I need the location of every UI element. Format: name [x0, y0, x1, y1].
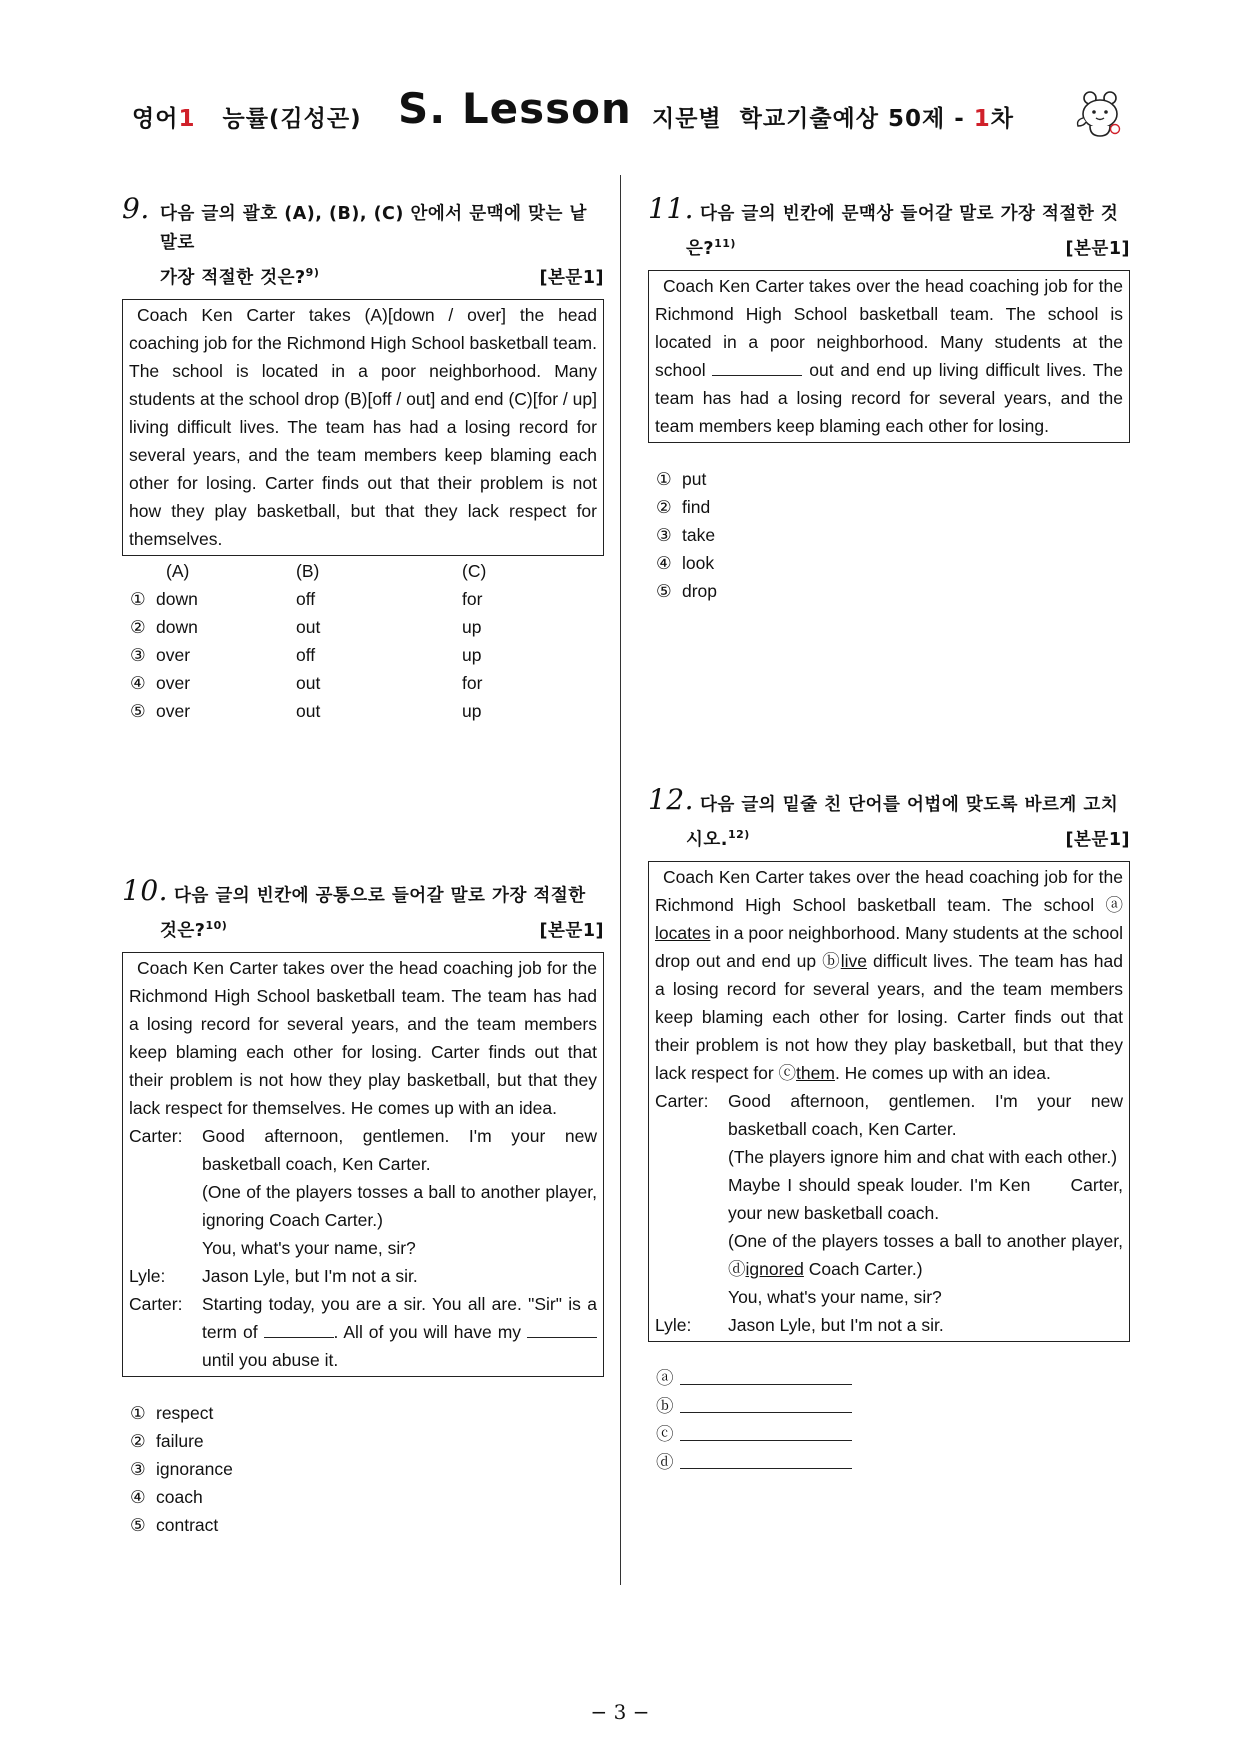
answer-choice[interactable]: ① respect	[130, 1402, 214, 1423]
prompt-line-2: 은?	[686, 238, 715, 259]
speaker: Lyle:	[129, 1265, 166, 1286]
answer-options	[648, 465, 1130, 605]
source-tag: [본문1]	[539, 267, 604, 288]
answer-choice[interactable]: ① put	[656, 468, 707, 489]
prompt-line-1: 다음 글의 괄호 (A), (B), (C) 안에서 문맥에 맞는 낱말로	[160, 204, 587, 253]
marker-d: ⓓ	[728, 1258, 746, 1279]
answer-choice[interactable]: ③ take	[656, 524, 716, 545]
source-tag: [본문1]	[539, 920, 604, 941]
answer-line-d[interactable]: ⓓ	[648, 1448, 1130, 1476]
prompt-line-2: 가장 적절한 것은?	[160, 267, 306, 288]
underlined-word-a: locates	[655, 922, 711, 943]
dialogue-line: Carter: Good afternoon, gentlemen. I'm your new basketball coach, Ken Carter. (One of the players tosses a ball to another player, ignoring Coach Carter.) You, what's your name, sir?	[129, 1122, 597, 1262]
question-number: 9.	[122, 192, 150, 225]
footnote-ref: 12)	[727, 828, 750, 841]
series-label	[652, 100, 1014, 133]
bear-mascot-icon	[1074, 88, 1126, 140]
blank-1	[264, 1321, 334, 1338]
passage-box	[648, 270, 1130, 443]
prompt-line-2: 것은?	[160, 920, 206, 941]
blank	[712, 359, 802, 376]
passage-text: Coach Ken Carter takes over the head coaching job for the Richmond High School basketball team. The team has had a losing record for several years, and the team members keep blaming each other for losing. Carter finds out that their problem is not how they play basketball, but that they lack respect for themselves. He comes up with an idea.	[129, 957, 597, 1118]
prompt-line-1: 다음 글의 밑줄 친 단어를 어법에 맞도록 바르게 고치	[700, 795, 1119, 815]
question-10-prompt	[122, 874, 604, 946]
footnote-ref: 9)	[305, 266, 320, 279]
dialogue-line: Carter: Starting today, you are a sir. You all are. "Sir" is a term of . All of you will have my until you abuse it.	[129, 1290, 597, 1374]
answer-choice[interactable]: ② down out up	[130, 616, 482, 637]
question-number: 11.	[648, 192, 695, 225]
answer-line-c[interactable]: ⓒ	[648, 1420, 1130, 1448]
subject-number: 1	[178, 106, 196, 132]
textbook-name: 능률(김성곤)	[222, 106, 362, 132]
lesson-title: S. Lesson	[398, 84, 632, 133]
answer-line-b[interactable]: ⓑ	[648, 1392, 1130, 1420]
marker-b: ⓑ	[822, 950, 841, 971]
source-tag: [본문1]	[1065, 829, 1130, 850]
prompt-line-1: 다음 글의 빈칸에 공통으로 들어갈 말로 가장 적절한	[174, 886, 586, 906]
prompt-line-1: 다음 글의 빈칸에 문맥상 들어갈 말로 가장 적절한 것	[700, 204, 1119, 224]
page-header	[0, 78, 1240, 138]
answer-choice[interactable]: ⑤ over out up	[130, 700, 482, 721]
answer-choice[interactable]: ① down off for	[130, 588, 483, 609]
page-number: − 3 −	[590, 1700, 650, 1724]
dialogue-line: Carter: Good afternoon, gentlemen. I'm your new basketball coach, Ken Carter. (The players ignore him and chat with each other.) Maybe I should speak louder. I'm Ken Carter, your new basketball coach. (One of the players tosses a ball to another player, ⓓignored Coach Carter.) You, what's your name, sir?	[655, 1087, 1123, 1311]
marker-a: ⓐ	[1105, 894, 1123, 915]
passage-box	[122, 952, 604, 1377]
underlined-word-c: them	[796, 1062, 835, 1083]
source-tag: [본문1]	[1065, 238, 1130, 259]
answer-table	[122, 557, 604, 725]
question-12-prompt	[648, 783, 1130, 855]
question-10	[122, 874, 604, 1539]
question-number: 10.	[122, 874, 169, 907]
question-9-prompt	[122, 192, 604, 293]
answer-choice[interactable]: ④ coach	[130, 1486, 203, 1507]
speaker: Carter:	[129, 1293, 183, 1314]
series-suffix: 차	[990, 106, 1015, 132]
dialogue-line: Lyle: Jason Lyle, but I'm not a sir.	[129, 1262, 597, 1290]
passage-text: out and end up living difficult lives. The team has had a losing record for several years, and the team members keep blaming each other for losing.	[655, 359, 1123, 436]
answer-choice[interactable]: ④ look	[656, 552, 715, 573]
answer-choice[interactable]: ② failure	[130, 1430, 204, 1451]
question-11	[648, 192, 1130, 605]
answer-line-a[interactable]: ⓐ	[648, 1364, 1130, 1392]
dialogue-line: Lyle: Jason Lyle, but I'm not a sir.	[655, 1311, 1123, 1339]
answer-choice[interactable]: ⑤ drop	[656, 580, 718, 601]
passage-box	[122, 299, 604, 556]
marker-c: ⓒ	[778, 1062, 797, 1083]
answer-choice[interactable]: ② find	[656, 496, 711, 517]
footnote-ref: 10)	[205, 919, 228, 932]
prompt-line-2: 시오.	[686, 829, 728, 850]
passage-text: Coach Ken Carter takes (A)[down / over] the head coaching job for the Richmond High School basketball team. The school is located in a poor neighborhood. Many students at the school drop (B)[off / out] and end (C)[for / up] living difficult lives. The team has had a losing record for several years, and the team members keep blaming each other for losing. Carter finds out that their problem is not how they play basketball, but that they lack respect for themselves.	[129, 304, 597, 549]
footnote-ref: 11)	[714, 237, 736, 250]
underlined-word-d: ignored	[745, 1258, 804, 1279]
question-11-prompt	[648, 192, 1130, 264]
passage-text: Coach Ken Carter takes over the head coaching job for the Richmond High School basketball team. The school is located in a poor neighborhood. Many students at the school	[655, 275, 1123, 380]
speaker: Lyle:	[655, 1314, 692, 1335]
underlined-word-b: live	[840, 950, 867, 971]
question-12	[648, 783, 1130, 1476]
series-number: 1	[973, 106, 991, 132]
speaker: Carter:	[129, 1125, 183, 1146]
blank-2	[527, 1321, 597, 1338]
answer-choice[interactable]: ③ ignorance	[130, 1458, 233, 1479]
answer-options	[122, 1399, 604, 1539]
answer-lines	[648, 1364, 1130, 1476]
table-header: (A) (B) (C)	[166, 560, 487, 581]
series-prefix: 지문별 학교기출예상 50제 -	[652, 106, 974, 132]
subject-label	[132, 100, 362, 133]
column-divider	[620, 175, 621, 1585]
subject-prefix: 영어	[132, 106, 179, 132]
question-number: 12.	[648, 783, 695, 816]
passage-box: Coach Ken Carter takes over the head coaching job for the Richmond High School basketball team. The school ⓐ locates in a poor neighborhood. Many students at the school drop out and end up ⓑlive difficult lives. The team has had a losing record for several years, and the team members keep blaming each other for losing. Carter finds out that their problem is not how they play basketball, but that they lack respect for ⓒthem. He comes up with an idea. Carter: Good afternoon, gentlemen. I'm your new basketball coach, Ken Carter. (The players ignore him and chat with each other.) Maybe I should speak louder. I'm Ken Carter, your new basketball coach. (One of the players tosses a ball to another player, ⓓignored Coach Carter.) You, what's your name, sir? Lyle: Jason Lyle, but I'm not a sir.	[648, 861, 1130, 1342]
speaker: Carter:	[655, 1090, 709, 1111]
question-9	[122, 192, 604, 725]
answer-choice[interactable]: ⑤ contract	[130, 1514, 219, 1535]
answer-choice[interactable]: ③ over off up	[130, 644, 482, 665]
answer-choice[interactable]: ④ over out for	[130, 672, 483, 693]
